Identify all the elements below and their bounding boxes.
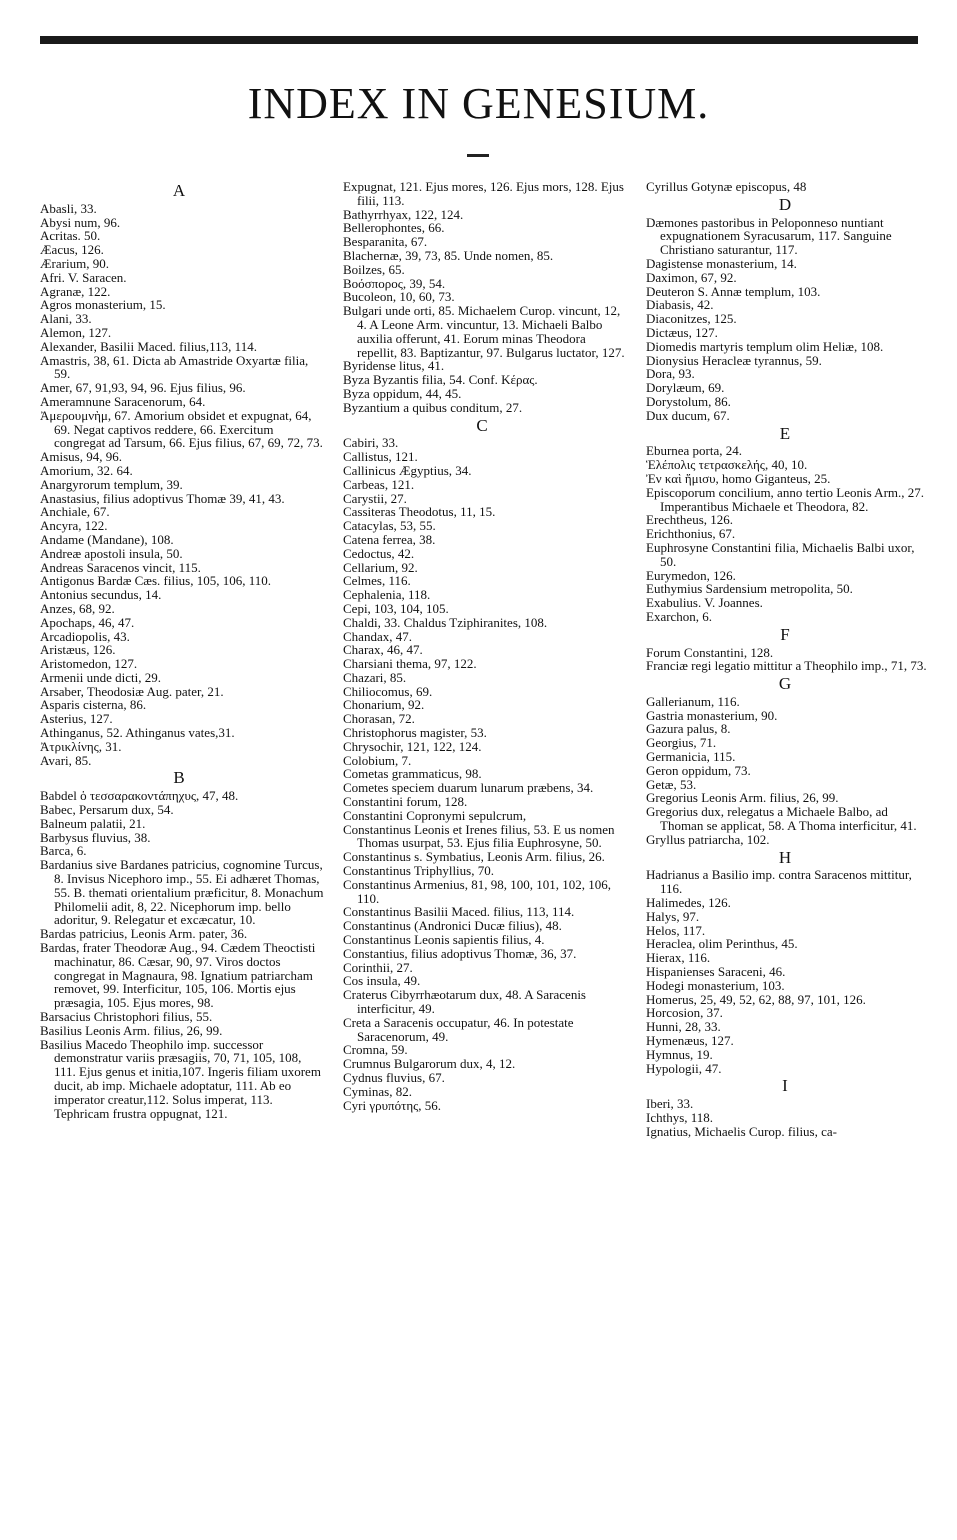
index-entry: Hymnus, 19. [646, 1046, 713, 1062]
index-entry: Basilius Leonis Arm. filius, 26, 99. [40, 1022, 223, 1038]
index-entry: Constantinus s. Symbatius, Leonis Arm. filius, 26. [343, 849, 605, 865]
index-entry: Hadrianus a Basilio imp. contra Saracenos mittitur, 116. [646, 867, 912, 897]
index-entry: Cabiri, 33. [343, 435, 399, 451]
index-entry: Bellerophontes, 66. [343, 220, 445, 236]
index-entry: Anzes, 68, 92. [40, 600, 115, 616]
index-entry: Gastria monasterium, 90. [646, 707, 778, 723]
index-entry: Erichthonius, 67. [646, 526, 736, 542]
index-entry: Charsiani thema, 97, 122. [343, 656, 477, 672]
index-entry: Ichthys, 118. [646, 1110, 714, 1125]
index-entry: Dagistense monasterium, 14. [646, 255, 797, 271]
index-entry: Constantini forum, 128. [343, 794, 468, 810]
index-entry: Erechtheus, 126. [646, 512, 734, 528]
section-letter: I [782, 1076, 788, 1096]
index-entry: Cyminas, 82. [343, 1083, 412, 1099]
index-entry: Æacus, 126. [40, 242, 104, 258]
index-entry: Afri. V. Saracen. [40, 269, 127, 285]
index-entry: Hymenæus, 127. [646, 1033, 734, 1049]
index-entry: Ærarium, 90. [40, 255, 109, 271]
index-entry: Amastris, 38, 61. Dicta ab Amastride Oxyartæ filia, 59. [40, 352, 309, 382]
section-letter: C [476, 415, 488, 435]
index-entry: Expugnat, 121. Ejus mores, 126. Ejus mors, 128. Ejus filii, 113. [343, 179, 624, 208]
index-entry: Constantinus Armenius, 81, 98, 100, 101, 102, 106, 110. [343, 876, 611, 906]
top-border-rule [40, 36, 918, 44]
index-entry: Avari, 85. [40, 752, 92, 768]
index-entry: Cromna, 59. [343, 1042, 408, 1058]
index-entry: Bardas, frater Theodoræ Aug., 94. Cædem Theoctisti machinatur, 86. Cæsar, 90, 97. Viros doctos congregat in Magnaura, 98. Ignatium patriarcham removet, 99. Interficitur, 105, 106. Mortis ejus præsagia, 105. Ejus mores, 98. [40, 940, 316, 1011]
index-entry: Colobium, 7. [343, 752, 412, 768]
index-entry: Callinicus Ægyptius, 34. [343, 462, 472, 478]
index-entry: Amer, 67, 91,93, 94, 96. Ejus filius, 96. [40, 380, 246, 396]
index-column-2 [337, 180, 627, 1112]
index-entry: Cometes speciem duarum lunarum præbens, 34. [343, 780, 594, 796]
index-entry: Iberi, 33. [646, 1096, 694, 1112]
index-entry: Cepi, 103, 104, 105. [343, 600, 449, 616]
index-entry: Arcadiopolis, 43. [40, 628, 130, 644]
index-entry: Agranæ, 122. [40, 283, 111, 299]
index-entry: Byridense litus, 41. [343, 358, 445, 374]
index-entry: Cos insula, 49. [343, 973, 421, 989]
index-entry: Amorium, 32. 64. [40, 462, 133, 478]
index-entry: Heraclea, olim Perinthus, 45. [646, 936, 798, 952]
index-entry: Georgius, 71. [646, 735, 717, 751]
index-entry: Antigonus Bardæ Cæs. filius, 105, 106, 110. [40, 573, 272, 589]
index-entry: Ameramnune Saracenorum, 64. [40, 393, 206, 409]
index-entry: Chiliocomus, 69. [343, 683, 433, 699]
index-entry: Episcoporum concilium, anno tertio Leonis Arm., 27. Imperantibus Michaele et Theodora, 82. [646, 484, 925, 514]
index-entry: Chandax, 47. [343, 628, 412, 644]
index-entry: Acritas. 50. [40, 228, 101, 244]
index-entry: Constantius, filius adoptivus Thomæ, 36, 37. [343, 945, 577, 961]
index-entry: Carystii, 27. [343, 490, 407, 506]
index-entry: Blachernæ, 39, 73, 85. Unde nomen, 85. [343, 247, 554, 263]
index-entry: Euphrosyne Constantini filia, Michaelis Balbi uxor, 50. [646, 539, 915, 569]
index-entry: Bulgari unde orti, 85. Michaelem Curop. vincunt, 12, 4. A Leone Arm. vincuntur, 13. Michaeli Balbo auxilia offerunt, 41. Eorum minas Theodora repellit, 83. Baptizantur, 97. Bulgarus luctator, 127. [343, 303, 625, 360]
index-entry: Forum Constantini, 128. [646, 644, 774, 660]
index-entry: Hunni, 28, 33. [646, 1019, 721, 1035]
index-entry: Hodegi monasterium, 103. [646, 977, 785, 993]
index-entry: Diomedis martyris templum olim Heliæ, 108. [646, 338, 884, 354]
index-entry: Abysi num, 96. [40, 214, 121, 230]
index-entry: Ἑλέπολις τετρασκελής, 40, 10. [646, 457, 808, 473]
index-entry: Andreæ apostoli insula, 50. [40, 545, 183, 561]
index-entry: Cellarium, 92. [343, 559, 418, 575]
index-entry: Germanicia, 115. [646, 749, 736, 765]
index-entry: Alemon, 127. [40, 324, 112, 340]
index-entry: Dux ducum, 67. [646, 407, 730, 423]
index-entry: Amisus, 94, 96. [40, 449, 122, 465]
index-entry: Diaconitzes, 125. [646, 311, 737, 327]
index-entry: Geron oppidum, 73. [646, 762, 751, 778]
index-entry: Eurymedon, 126. [646, 567, 736, 583]
index-entry: Agros monasterium, 15. [40, 297, 166, 313]
page-title: INDEX IN GENESIUM. [247, 79, 710, 128]
index-entry: Cyri γρυπότης, 56. [343, 1097, 442, 1113]
section-letter: H [778, 847, 792, 867]
index-entry: Barsacius Christophori filius, 55. [40, 1009, 213, 1025]
index-entry: Andame (Mandane), 108. [40, 531, 174, 547]
index-entry: Euthymius Sardensium metropolita, 50. [646, 581, 853, 597]
index-entry: Gregorius Leonis Arm. filius, 26, 99. [646, 790, 839, 806]
index-entry: Constantinus Triphyllius, 70. [343, 863, 494, 879]
index-entry: Cedoctus, 42. [343, 545, 415, 561]
index-entry: Babdel ὁ τεσσαρακοντάπηχυς, 47, 48. [40, 788, 239, 804]
index-entry: Anastasius, filius adoptivus Thomæ 39, 41, 43. [40, 490, 285, 506]
index-entry: Barca, 6. [40, 843, 87, 859]
index-entry: Crumnus Bulgarorum dux, 4, 12. [343, 1056, 516, 1072]
index-entry: Ancyra, 122. [40, 518, 108, 534]
index-entry: Anchiale, 67. [40, 504, 110, 520]
index-entry: Byzantium a quibus conditum, 27. [343, 399, 523, 415]
index-entry: Cephalenia, 118. [343, 587, 431, 603]
index-entry: Dorylæum, 69. [646, 380, 725, 396]
index-entry: Apochaps, 46, 47. [40, 614, 135, 630]
index-entry: Halimedes, 126. [646, 895, 731, 911]
index-entry: Dorystolum, 86. [646, 393, 731, 409]
index-entry: Catena ferrea, 38. [343, 531, 436, 547]
index-entry: Charax, 46, 47. [343, 642, 423, 658]
index-entry: Exarchon, 6. [646, 608, 713, 624]
index-entry: Daximon, 67, 92. [646, 269, 737, 285]
index-entry: Gregorius dux, relegatus a Michaele Balbo, ad Thoman se applicat, 58. A Thoma interficitur, 41. [646, 804, 917, 834]
index-entry: Celmes, 116. [343, 573, 411, 589]
index-entry: Bucoleon, 10, 60, 73. [343, 289, 455, 305]
index-entry: Chaldi, 33. Chaldus Tziphiranites, 108. [343, 614, 548, 630]
index-entry: Diabasis, 42. [646, 297, 714, 313]
index-entry: Eburnea porta, 24. [646, 443, 743, 459]
index-entry: Helos, 117. [646, 922, 706, 938]
index-entry: Aristæus, 126. [40, 642, 116, 658]
index-entry: Chorasan, 72. [343, 711, 415, 727]
index-entry: Basilius Macedo Theophilo imp. successor demonstratur variis præsagiis, 70, 71, 105, 108, 111. Ejus genus et initia,107. Ingeris filiam uxorem ducit, ab imp. Michaele adoptatur, 111. Ab eo imperator creatur,112. Solus imperat, 113. Tephricam frustra oppugnat, 121. [40, 1036, 321, 1121]
index-entry: Deuteron S. Annæ templum, 103. [646, 283, 821, 299]
index-entry: Hierax, 116. [646, 950, 711, 966]
index-entry: Constantinus Leonis sapientis filius, 4. [343, 932, 545, 948]
section-letter: E [779, 423, 791, 443]
section-letter: B [173, 768, 185, 788]
index-entry: Dora, 93. [646, 366, 695, 382]
index-entry: Gallerianum, 116. [646, 693, 740, 709]
index-entry: Athinganus, 52. Athinganus vates,31. [40, 725, 235, 741]
index-entry: Homerus, 25, 49, 52, 62, 88, 97, 101, 126. [646, 991, 866, 1007]
index-entry: Ignatius, Michaelis Curop. filius, ca- [646, 1123, 837, 1139]
index-entry: Abasli, 33. [40, 200, 97, 216]
index-entry: Horcosion, 37. [646, 1005, 723, 1021]
index-entry: Antonius secundus, 14. [40, 587, 162, 603]
index-entry: Babec, Persarum dux, 54. [40, 802, 174, 818]
index-entry: Cydnus fluvius, 67. [343, 1070, 445, 1085]
section-letter: G [778, 674, 792, 694]
index-entry: Getæ, 53. [646, 776, 697, 792]
index-entry: Creta a Saracenis occupatur, 46. In potestate Saracenorum, 49. [343, 1014, 574, 1044]
index-entry: Craterus Cibyrrhæotarum dux, 48. A Saracenis interficitur, 49. [343, 987, 586, 1017]
index-entry: Constantinus (Andronici Ducæ filius), 48. [343, 918, 562, 934]
index-entry: Anargyrorum templum, 39. [40, 476, 183, 492]
index-entry: Halys, 97. [646, 908, 700, 924]
index-entry: Hypologii, 47. [646, 1060, 722, 1076]
index-entry: Cometas grammaticus, 98. [343, 766, 482, 782]
index-entry: Arsaber, Theodosiæ Aug. pater, 21. [40, 683, 224, 699]
index-entry: Cyrillus Gotynæ episcopus, 48 [646, 179, 807, 194]
index-entry: Hispanienses Saraceni, 46. [646, 964, 786, 980]
index-entry: Catacylas, 53, 55. [343, 518, 436, 534]
index-entry: Chrysochir, 121, 122, 124. [343, 738, 482, 754]
section-letter: D [778, 194, 792, 214]
index-entry: Βοόσπορος, 39, 54. [343, 275, 446, 291]
index-entry: Callistus, 121. [343, 449, 418, 465]
index-column-1 [34, 180, 324, 1120]
section-letter: F [780, 624, 790, 644]
index-entry: Cassiteras Theodotus, 11, 15. [343, 504, 496, 520]
index-entry: Dæmones pastoribus in Peloponneso nuntiant expugnationem Syracusarum, 117. Sanguine Christiano saturantur, 117. [646, 214, 892, 258]
index-entry: Balneum palatii, 21. [40, 815, 146, 831]
index-entry: Gazura palus, 8. [646, 721, 731, 737]
index-entry: Byza oppidum, 44, 45. [343, 385, 462, 401]
index-entry: Constantinus Leonis et Irenes filius, 53. E us nomen Thomas usurpat, 53. Ejus filia Euphrosyne, 50. [343, 821, 615, 851]
index-entry: Besparanita, 67. [343, 234, 428, 250]
index-entry: Gryllus patriarcha, 102. [646, 831, 770, 847]
index-entry: Chazari, 85. [343, 669, 407, 685]
index-entry: Byza Byzantis filia, 54. Conf. Κέρας. [343, 372, 538, 388]
index-entry: Exabulius. V. Joannes. [646, 595, 763, 611]
section-letter: A [172, 181, 186, 200]
index-entry: Boilzes, 65. [343, 261, 405, 277]
index-entry: Ἀτρικλίνης, 31. [40, 738, 122, 754]
index-entry: Alani, 33. [40, 311, 92, 327]
index-entry: Ἀμερουμνὴμ, 67. Amorium obsidet et expugnat, 64, 69. Negat captivos reddere, 66. Exercitum congregat ad Tarsum, 66. Ejus filius, 67, 69, 72, 73. [40, 407, 323, 451]
title-divider [467, 154, 489, 157]
index-entry: Christophorus magister, 53. [343, 725, 487, 741]
index-entry: Carbeas, 121. [343, 476, 415, 492]
index-entry: Corinthii, 27. [343, 959, 413, 975]
index-entry: Asterius, 127. [40, 711, 113, 727]
index-column-3 [640, 180, 930, 1139]
index-entry: Bathyrrhyax, 122, 124. [343, 206, 464, 222]
index-entry: Bardanius sive Bardanes patricius, cognomine Turcus, 8. Invisus Nicephoro imp., 55. Ei adhæret Thomas, 55. B. themati orientalium præficitur, 8. Monachum Philomelii adit, 8, 22. Nicephorum imp. bello adoritur, 9. Relegatur et excæcatur, 10. [40, 857, 324, 928]
index-entry: Dictæus, 127. [646, 324, 718, 340]
index-entry: Armenii unde dicti, 29. [40, 669, 161, 685]
index-entry: Barbysus fluvius, 38. [40, 829, 151, 845]
index-entry: Asparis cisterna, 86. [40, 697, 147, 713]
index-entry: Chonarium, 92. [343, 697, 425, 713]
index-entry: Ἐν καὶ ἥμισυ, homo Giganteus, 25. [646, 470, 831, 486]
index-entry: Bardas patricius, Leonis Arm. pater, 36. [40, 926, 248, 942]
index-entry: Dionysius Heracleæ tyrannus, 59. [646, 352, 822, 368]
index-entry: Aristomedon, 127. [40, 656, 138, 672]
index-entry: Andreas Saracenos vincit, 115. [40, 559, 201, 575]
index-entry: Alexander, Basilii Maced. filius,113, 114. [40, 338, 257, 354]
index-entry: Franciæ regi legatio mittitur a Theophilo imp., 71, 73. [646, 658, 927, 674]
index-entry: Constantinus Basilii Maced. filius, 113, 114. [343, 904, 575, 920]
index-entry: Constantini Copronymi sepulcrum, [343, 807, 527, 823]
